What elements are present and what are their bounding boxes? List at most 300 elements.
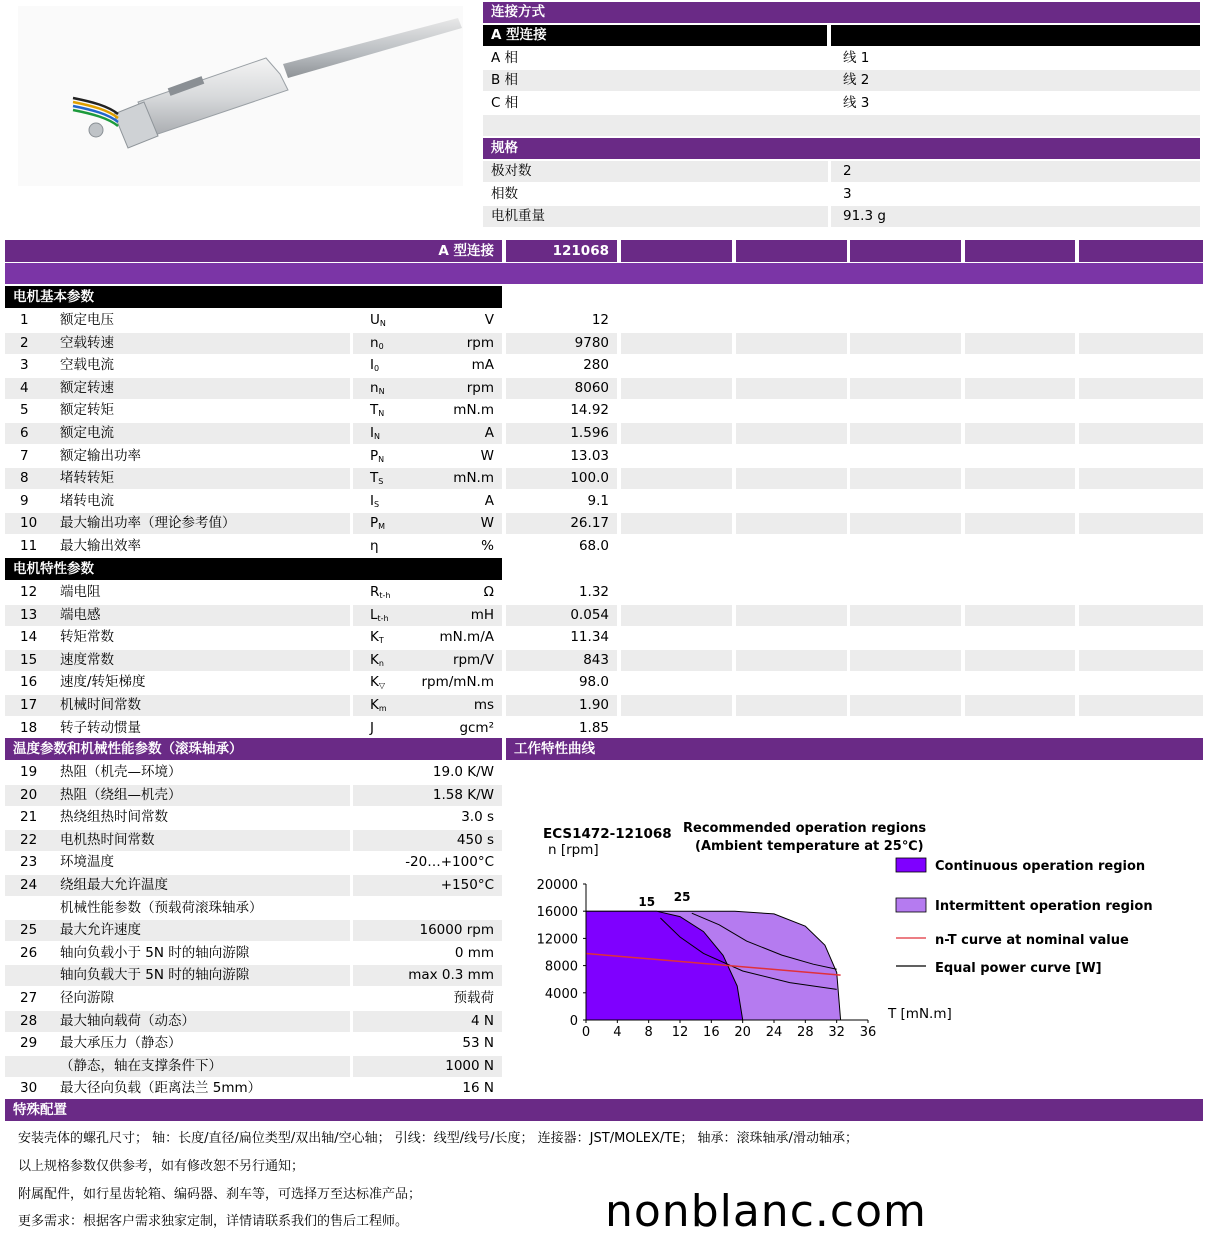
table-cell-bg xyxy=(621,605,732,626)
spec-label: 相数 xyxy=(491,186,518,202)
spec-value: 2 xyxy=(843,163,852,179)
special-line: 以上规格参数仅供参考，如有修改恕不另行通知； xyxy=(18,1159,305,1174)
connection-type-header: A 型连接 xyxy=(483,25,827,46)
param-name: 堵转电流 xyxy=(60,492,114,509)
param-value: 98.0 xyxy=(578,674,609,691)
param-value: 19.0 K/W xyxy=(432,764,494,780)
table-cell-bg xyxy=(736,400,847,421)
table-cell-bg xyxy=(965,468,1075,489)
table-cell-bg xyxy=(736,378,847,399)
table-cell-bg xyxy=(965,718,1075,739)
table-cell-bg xyxy=(965,378,1075,399)
symbol-main: K xyxy=(370,629,379,646)
param-name: 热阻（机壳—环境） xyxy=(60,764,182,780)
symbol-main: K xyxy=(370,697,379,713)
table-cell-bg xyxy=(965,650,1075,671)
connection-blank-row xyxy=(483,115,1200,136)
table-cell-bg xyxy=(736,650,847,671)
symbol-subscript: 0 xyxy=(378,341,384,351)
legend-label: n-T curve at nominal value xyxy=(935,933,1129,948)
param-unit: A xyxy=(484,425,494,441)
param-name: 转子转动惯量 xyxy=(60,719,141,736)
table-cell-bg xyxy=(1079,513,1203,534)
watermark-text: nonblanc.com xyxy=(605,1186,927,1237)
row-number: 7 xyxy=(20,447,29,464)
spec-label: 电机重量 xyxy=(491,208,545,224)
header-empty-col xyxy=(621,240,732,262)
symbol-subscript: N xyxy=(378,386,385,396)
row-number: 12 xyxy=(20,584,38,600)
param-value: 16000 rpm xyxy=(419,922,494,939)
chart-subtitle: Recommended operation regions xyxy=(683,821,927,836)
table-cell-bg xyxy=(965,400,1075,421)
param-unit: rpm xyxy=(466,334,494,351)
operating-curve-chart xyxy=(510,762,1203,1092)
param-name: 最大允许速度 xyxy=(60,922,141,939)
y-tick-label: 4000 xyxy=(544,986,578,1002)
table-cell-bg xyxy=(850,468,961,489)
table-cell-bg xyxy=(965,695,1075,716)
table-cell-bg xyxy=(621,423,732,444)
spec-header: 规格 xyxy=(483,138,1200,159)
param-value: 0 mm xyxy=(454,944,494,961)
symbol-main: L xyxy=(370,606,378,623)
symbol-subscript: M xyxy=(378,522,386,532)
table-cell-bg xyxy=(1079,378,1203,399)
table-cell-bg xyxy=(1079,446,1203,467)
header-empty-col xyxy=(1079,240,1203,262)
row-number: 30 xyxy=(20,1080,38,1097)
param-unit: ms xyxy=(473,697,494,713)
table-cell-bg xyxy=(850,582,961,603)
param-name: 轴向负载大于 5N 时的轴向游隙 xyxy=(60,967,250,984)
row-number: 21 xyxy=(20,809,38,826)
param-name: 热绕组热时间常数 xyxy=(60,809,168,826)
param-name: 绕组最大允许温度 xyxy=(60,877,168,893)
y-tick-label: 8000 xyxy=(544,959,578,975)
param-name: 空载转速 xyxy=(60,334,114,351)
x-tick-label: 4 xyxy=(613,1025,622,1040)
row-number: 14 xyxy=(20,629,38,646)
motor-product-image xyxy=(18,6,463,186)
symbol-main: η xyxy=(370,538,379,554)
table-cell-bg xyxy=(1079,627,1203,648)
param-value: 9780 xyxy=(574,334,609,351)
symbol-main: P xyxy=(370,515,379,532)
param-unit: rpm/V xyxy=(452,651,494,668)
param-name: 速度常数 xyxy=(60,651,114,668)
param-unit: W xyxy=(480,447,494,464)
param-name: 转矩常数 xyxy=(60,629,114,646)
table-cell-bg xyxy=(850,446,961,467)
symbol-main: I xyxy=(370,492,374,509)
row-number: 10 xyxy=(20,515,38,532)
x-tick-label: 24 xyxy=(765,1025,783,1040)
symbol-subscript: T xyxy=(378,636,384,646)
table-cell-bg xyxy=(736,536,847,557)
special-line: 更多需求：根据客户需求独家定制，详情请联系我们的售后工程师。 xyxy=(18,1214,409,1229)
table-cell-bg xyxy=(850,672,961,693)
y-tick-label: 16000 xyxy=(536,905,578,921)
row-number: 9 xyxy=(20,492,29,509)
param-name: 最大承压力（静态） xyxy=(60,1035,182,1052)
table-cell-bg xyxy=(621,468,732,489)
header-empty-col xyxy=(736,240,847,262)
param-value: -20…+100°C xyxy=(405,854,494,871)
param-value: 100.0 xyxy=(570,470,609,487)
y-axis-label: n [rpm] xyxy=(548,842,599,858)
header-empty-col xyxy=(965,240,1075,262)
table-cell-bg xyxy=(965,423,1075,444)
table-cell-bg xyxy=(1079,333,1203,354)
table-cell-bg xyxy=(965,627,1075,648)
connection-header: 连接方式 xyxy=(483,2,1200,23)
legend-label: Intermittent operation region xyxy=(935,899,1153,914)
table-cell-bg xyxy=(965,355,1075,376)
table-cell-bg xyxy=(1079,536,1203,557)
param-name: 最大输出功率（理论参考值） xyxy=(60,515,236,532)
param-value: 1.58 K/W xyxy=(432,786,494,803)
table-cell-bg xyxy=(1079,491,1203,512)
table-cell-bg xyxy=(850,695,961,716)
symbol-main: T xyxy=(370,470,379,487)
param-name: 速度/转矩梯度 xyxy=(60,674,146,691)
symbol-subscript: N xyxy=(378,409,385,419)
table-cell-bg xyxy=(965,672,1075,693)
param-name: 最大径向负载（距离法兰 5mm） xyxy=(60,1080,262,1097)
table-cell-bg xyxy=(621,400,732,421)
table-cell-bg xyxy=(736,582,847,603)
param-name: 端电阻 xyxy=(60,584,101,600)
chart-svg xyxy=(510,762,1203,1092)
param-name: 热阻（绕组—机壳） xyxy=(60,786,182,803)
param-value: 280 xyxy=(583,357,609,374)
table-cell-bg xyxy=(1079,582,1203,603)
power-curve-label: 25 xyxy=(673,890,691,905)
symbol-subscript: N xyxy=(379,319,386,328)
param-value: 1.32 xyxy=(578,584,609,600)
spec-value: 91.3 g xyxy=(843,208,886,224)
x-tick-label: 36 xyxy=(859,1025,877,1040)
param-name: 环境温度 xyxy=(60,854,114,871)
row-number: 16 xyxy=(20,674,38,691)
row-number: 25 xyxy=(20,922,38,939)
row-number: 22 xyxy=(20,831,38,848)
chart-title: ECS1472-121068 xyxy=(543,826,672,842)
param-value: 8060 xyxy=(574,379,609,396)
param-value: +150°C xyxy=(440,877,494,893)
symbol-main: P xyxy=(370,447,379,464)
param-name: 堵转转矩 xyxy=(60,470,114,487)
param-value: 13.03 xyxy=(570,447,609,464)
y-tick-label: 12000 xyxy=(536,932,578,948)
table-cell-bg xyxy=(1079,718,1203,739)
param-value: 450 s xyxy=(456,831,494,848)
row-number: 11 xyxy=(20,538,38,554)
param-value: 9.1 xyxy=(587,492,609,509)
x-tick-label: 32 xyxy=(828,1025,845,1040)
table-cell-bg xyxy=(1079,310,1203,331)
row-number: 27 xyxy=(20,990,38,1006)
param-name: 轴向负载小于 5N 时的轴向游隙 xyxy=(60,944,250,961)
symbol-main: I xyxy=(370,357,374,374)
row-number: 6 xyxy=(20,425,29,441)
table-cell-bg xyxy=(1079,605,1203,626)
section-thermal-title: 温度参数和机械性能参数（滚珠轴承） xyxy=(13,741,243,757)
section-char-title: 电机特性参数 xyxy=(13,561,94,577)
special-line: 安装壳体的螺孔尺寸； 轴：长度/直径/扁位类型/双出轴/空心轴； 引线：线型/线号/长度； 连接器：JST/MOLEX/TE； 轴承：滚珠轴承/滑动轴承； xyxy=(18,1131,858,1146)
table-cell-bg xyxy=(850,400,961,421)
table-cell-bg xyxy=(1079,672,1203,693)
symbol-main: n xyxy=(370,379,379,396)
table-cell-bg xyxy=(965,513,1075,534)
table-cell-bg xyxy=(621,695,732,716)
param-name: 径向游隙 xyxy=(60,990,114,1006)
table-cell-bg xyxy=(621,718,732,739)
legend-label: Continuous operation region xyxy=(935,859,1146,874)
spec-value: 3 xyxy=(843,186,852,202)
header-sub-band xyxy=(5,263,1203,284)
param-name: 机械时间常数 xyxy=(60,697,141,713)
row-number: 18 xyxy=(20,719,38,736)
table-cell-bg xyxy=(965,582,1075,603)
param-value: 16 N xyxy=(462,1080,494,1097)
x-tick-label: 0 xyxy=(581,1025,591,1040)
table-cell-bg xyxy=(621,310,732,331)
row-number: 15 xyxy=(20,651,38,668)
row-number: 28 xyxy=(20,1012,38,1029)
param-unit: Ω xyxy=(483,584,494,600)
y-tick-label: 20000 xyxy=(536,878,578,893)
x-tick-label: 20 xyxy=(734,1025,751,1040)
row-number: 2 xyxy=(20,334,29,351)
param-unit: rpm xyxy=(466,379,494,396)
connection-value: 线 2 xyxy=(843,72,870,88)
param-name: 机械性能参数（预载荷滚珠轴承） xyxy=(60,899,263,916)
x-axis-label: T [mN.m] xyxy=(888,1006,952,1022)
table-cell-bg xyxy=(850,536,961,557)
table-cell-bg xyxy=(621,355,732,376)
param-name: （静态，轴在支撑条件下） xyxy=(60,1057,222,1074)
param-unit: mA xyxy=(471,357,494,374)
param-unit: A xyxy=(484,492,494,509)
param-value: 14.92 xyxy=(570,402,609,419)
row-number: 13 xyxy=(20,606,38,623)
x-tick-label: 28 xyxy=(797,1025,814,1040)
param-unit: V xyxy=(484,312,494,328)
y-tick-label: 0 xyxy=(569,1014,578,1029)
table-cell-bg xyxy=(621,650,732,671)
param-unit: rpm/mN.m xyxy=(421,674,494,691)
param-value: 1000 N xyxy=(445,1057,494,1074)
symbol-subscript: t-h xyxy=(379,591,391,600)
table-cell-bg xyxy=(621,536,732,557)
table-cell-bg xyxy=(1079,400,1203,421)
header-type-label: A 型连接 xyxy=(438,243,494,259)
param-unit: % xyxy=(481,538,494,554)
table-cell-bg xyxy=(621,627,732,648)
symbol-subscript: ▽ xyxy=(378,681,386,691)
row-number: 29 xyxy=(20,1035,38,1052)
table-cell-bg xyxy=(621,333,732,354)
table-cell-bg xyxy=(850,423,961,444)
row-number: 26 xyxy=(20,944,38,961)
table-cell-bg xyxy=(1079,650,1203,671)
symbol-subscript: S xyxy=(378,477,384,487)
table-cell-bg xyxy=(850,333,961,354)
connection-label: B 相 xyxy=(491,72,519,88)
param-unit: mN.m xyxy=(453,402,494,419)
row-number: 1 xyxy=(20,312,29,328)
row-number: 17 xyxy=(20,697,38,713)
table-cell-bg xyxy=(965,491,1075,512)
table-cell-bg xyxy=(850,605,961,626)
table-cell-bg xyxy=(965,536,1075,557)
table-cell-bg xyxy=(736,695,847,716)
param-name: 最大轴向载荷（动态） xyxy=(60,1012,195,1029)
chart-subtitle-2: (Ambient temperature at 25℃) xyxy=(695,839,924,854)
special-line: 附属配件，如行星齿轮箱、编码器、刹车等，可选择万至达标准产品； xyxy=(18,1187,422,1202)
param-value: 0.054 xyxy=(570,606,609,623)
param-name: 额定转矩 xyxy=(60,402,114,419)
symbol-subscript: t-h xyxy=(377,613,389,623)
param-value: 1.596 xyxy=(570,425,609,441)
symbol-subscript: 0 xyxy=(373,364,380,374)
param-value: 3.0 s xyxy=(461,809,494,826)
table-cell-bg xyxy=(621,378,732,399)
param-unit: gcm² xyxy=(459,719,494,736)
table-cell-bg xyxy=(621,672,732,693)
param-value: 11.34 xyxy=(570,629,609,646)
param-value: 26.17 xyxy=(570,515,609,532)
power-curve-label: 15 xyxy=(638,895,656,909)
legend-swatch xyxy=(896,858,926,872)
param-unit: mN.m xyxy=(453,470,494,487)
table-cell-bg xyxy=(736,627,847,648)
row-number: 5 xyxy=(20,402,29,419)
param-value: 843 xyxy=(583,651,609,668)
symbol-main: R xyxy=(370,584,380,600)
param-value: max 0.3 mm xyxy=(408,967,494,984)
table-cell-bg xyxy=(736,310,847,331)
x-tick-label: 16 xyxy=(703,1025,720,1040)
param-value: 12 xyxy=(591,312,609,328)
table-cell-bg xyxy=(1079,468,1203,489)
param-value: 53 N xyxy=(462,1035,494,1052)
table-cell-bg xyxy=(850,513,961,534)
connection-label: C 相 xyxy=(491,95,519,111)
table-cell-bg xyxy=(736,672,847,693)
legend-label: Equal power curve [W] xyxy=(935,961,1102,976)
param-name: 额定转速 xyxy=(60,379,114,396)
table-cell-bg xyxy=(850,355,961,376)
param-value: 1.90 xyxy=(578,697,609,713)
param-value: 预载荷 xyxy=(453,990,494,1006)
connection-value: 线 3 xyxy=(843,95,870,111)
x-tick-label: 12 xyxy=(671,1025,689,1040)
param-unit: W xyxy=(480,515,494,532)
row-number: 20 xyxy=(20,786,38,803)
symbol-subscript: m xyxy=(378,704,387,713)
curve-title: 工作特性曲线 xyxy=(514,741,595,757)
param-name: 额定电流 xyxy=(60,425,114,441)
table-cell-bg xyxy=(965,605,1075,626)
table-cell-bg xyxy=(965,446,1075,467)
table-cell-bg xyxy=(736,718,847,739)
param-unit: mN.m/A xyxy=(439,629,494,646)
table-cell-bg xyxy=(965,310,1075,331)
param-name: 空载电流 xyxy=(60,357,114,374)
table-cell-bg xyxy=(1079,355,1203,376)
table-cell-bg xyxy=(736,423,847,444)
table-cell-bg xyxy=(621,491,732,512)
table-cell-bg xyxy=(736,468,847,489)
param-value: 68.0 xyxy=(578,538,609,554)
table-cell-bg xyxy=(1079,695,1203,716)
symbol-subscript: N xyxy=(373,432,380,441)
table-cell-bg xyxy=(850,650,961,671)
table-cell-bg xyxy=(850,310,961,331)
table-cell-bg xyxy=(736,446,847,467)
row-number: 24 xyxy=(20,877,38,893)
table-cell-bg xyxy=(965,333,1075,354)
table-cell-bg xyxy=(850,718,961,739)
row-number: 23 xyxy=(20,854,38,871)
table-cell-bg xyxy=(736,333,847,354)
row-number: 3 xyxy=(20,357,29,374)
section-basic-title: 电机基本参数 xyxy=(13,289,94,305)
row-number: 8 xyxy=(20,470,29,487)
symbol-subscript: S xyxy=(373,499,380,509)
param-name: 最大输出效率 xyxy=(60,538,141,554)
header-empty-col xyxy=(850,240,961,262)
table-cell-bg xyxy=(736,605,847,626)
symbol-main: n xyxy=(370,334,379,351)
spec-label: 极对数 xyxy=(491,163,532,179)
header-model-label: 121068 xyxy=(552,243,609,259)
connection-type-header-fill xyxy=(831,25,1200,46)
symbol-subscript: n xyxy=(378,658,384,668)
param-value: 4 N xyxy=(471,1012,494,1029)
param-name: 端电感 xyxy=(60,606,101,623)
legend-swatch xyxy=(896,898,926,912)
table-cell-bg xyxy=(736,355,847,376)
table-cell-bg xyxy=(1079,423,1203,444)
special-title: 特殊配置 xyxy=(13,1102,67,1118)
symbol-main: K xyxy=(370,674,379,691)
param-value: 1.85 xyxy=(578,719,609,736)
table-cell-bg xyxy=(736,513,847,534)
param-name: 电机热时间常数 xyxy=(60,831,155,848)
connection-label: A 相 xyxy=(491,50,519,66)
connection-value: 线 1 xyxy=(843,50,870,66)
table-cell-bg xyxy=(621,513,732,534)
table-cell-bg xyxy=(850,378,961,399)
symbol-main: J xyxy=(370,719,374,736)
row-number: 4 xyxy=(20,379,29,396)
symbol-main: U xyxy=(370,312,380,328)
table-cell-bg xyxy=(621,446,732,467)
symbol-main: K xyxy=(370,651,379,668)
table-cell-bg xyxy=(850,627,961,648)
row-number: 19 xyxy=(20,764,38,780)
symbol-main: T xyxy=(370,402,379,419)
x-tick-label: 8 xyxy=(644,1025,653,1040)
table-cell-bg xyxy=(736,491,847,512)
table-cell-bg xyxy=(850,491,961,512)
table-cell-bg xyxy=(621,582,732,603)
symbol-subscript: N xyxy=(378,454,385,464)
